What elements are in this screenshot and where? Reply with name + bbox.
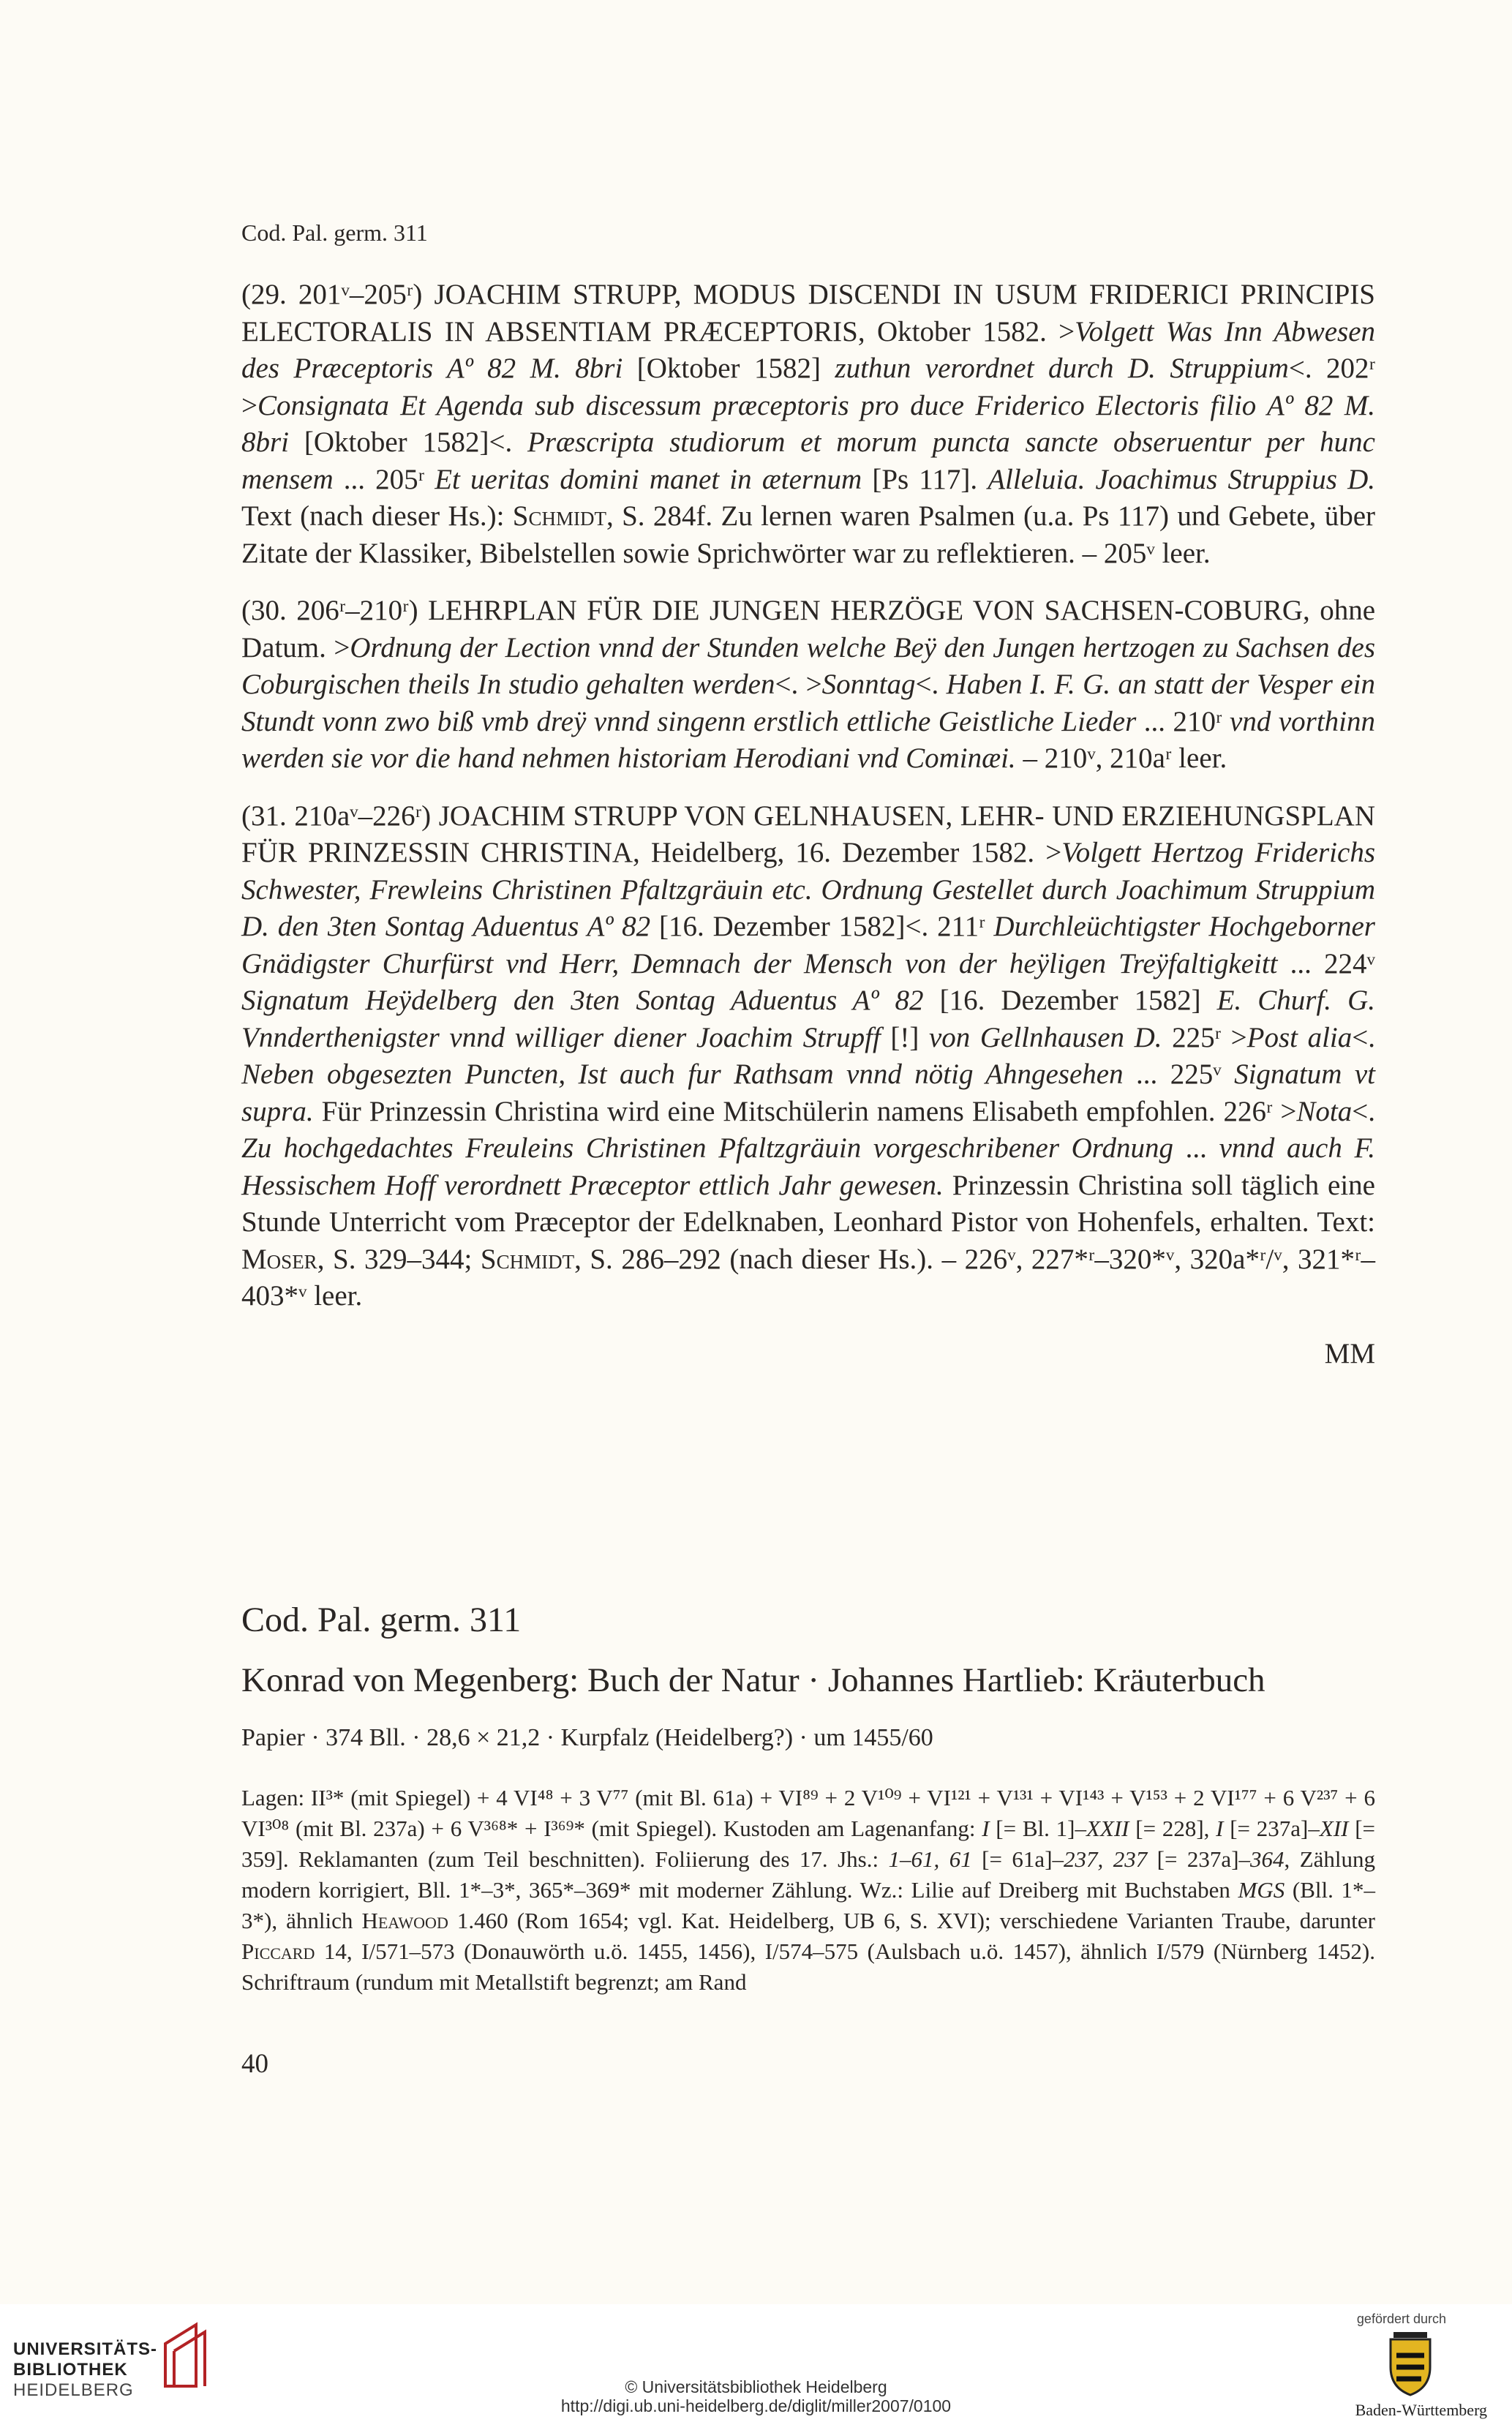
entry-text: ohne Datum. >: [241, 595, 1375, 663]
entry-quote: Præscripta studiorum et morum puncta sancte obseruentur per hunc mensem: [241, 426, 1375, 495]
entry-quote: Neben obgesezten Puncten, Ist auch fur Rathsam vnnd nötig Ahngesehen: [241, 1058, 1124, 1090]
entry-quote: Ordnung der Lection vnnd der Stunden welche Beÿ den Jungen hertzogen zu Sachsen des Coburgischen theils In studio gehalten werden: [241, 631, 1376, 700]
description-italic: 364: [1250, 1846, 1285, 1872]
entry-text: , S. 329–344;: [317, 1243, 481, 1275]
entry-quote: Consignata Et Agenda sub discessum præceptoris pro duce Friderico Electoris filio Aº 82 M. 8bri: [241, 389, 1375, 458]
entry-number: (30. 206ʳ–210ʳ): [241, 595, 429, 626]
entry-quote: von Gellnhausen D.: [928, 1021, 1162, 1053]
entry-heading: JOACHIM STRUPP VON GELNHAUSEN, LEHR- UND ERZIEHUNGSPLAN FÜR PRINZESSIN CHRISTINA,: [241, 800, 1375, 868]
author-reference: Piccard: [241, 1938, 315, 1964]
description-text: Lagen: II³* (mit Spiegel) + 4 VI⁴⁸ + 3 V⁷⁷ (mit Bl. 61a) + VI⁸⁹ + 2 V¹⁰⁹ + VI¹²¹ + V¹³¹ + VI¹⁴³ + V¹⁵³ + 2 VI¹⁷⁷ + 6 V²³⁷ + 6 VI³⁰⁸ (mit Bl. 237a) + 6 V³⁶⁸* + I³⁶⁹* (mit Spiegel). Kustoden am Lagenanfang:: [241, 1785, 1375, 1841]
entry-30: [241, 593, 1375, 778]
entry-text: Heidelberg, 16. Dezember 1582. >: [650, 837, 1062, 868]
entry-text: ... 210ʳ: [1136, 705, 1230, 737]
page-number: 40: [241, 2049, 268, 2079]
entry-number: (29. 201ᵛ–205ʳ): [241, 279, 435, 310]
entry-quote: Haben I. F. G. an statt der Vesper ein Stundt vonn zwo biß vmb dreÿ vnnd singenn erstlich ettliche Geistliche Lieder: [241, 669, 1375, 737]
entry-quote: zuthun verordnet durch D. Struppium: [835, 353, 1289, 384]
description-text: [= Bl. 1]–: [989, 1816, 1086, 1841]
entry-text: , S. 284f. Zu lernen waren Psalmen (u.a. Ps 117) und Gebete, über Zitate der Klassiker, Bibelstellen sowie Sprichwörter war zu reflektieren. – 205ᵛ leer.: [241, 500, 1375, 569]
funder-name: Baden-Württemberg: [1355, 2401, 1487, 2419]
entry-text: ... 225ᵛ: [1123, 1058, 1235, 1090]
description-text: [= 237a]–: [1147, 1846, 1251, 1872]
entry-text: 225ʳ >: [1162, 1021, 1247, 1053]
entry-text: [16. Dezember 1582]: [923, 985, 1217, 1016]
entry-heading: JOACHIM STRUPP, MODUS DISCENDI IN USUM FRIDERICI PRINCIPIS ELECTORALIS IN ABSENTIAM PRÆCEPTORIS,: [241, 279, 1375, 347]
entry-quote: Sonntag: [821, 669, 916, 700]
description-italic: XII: [1319, 1816, 1349, 1841]
description-text: , Zählung modern korrigiert, Bll. 1*–3*, 365*–369* mit moderner Zählung. Wz.: Lilie auf Dreiberg mit Buchstaben: [241, 1846, 1376, 1903]
entry-quote: Post alia: [1246, 1021, 1353, 1053]
entry-text: Prinzessin Christina soll täglich eine Stunde Unterricht vom Præceptor der Edelknaben, Leonhard Pistor von Hohenfels, erhalten. Text:: [241, 1169, 1375, 1238]
codex-header: [241, 1598, 1375, 1752]
description-italic: XXII: [1086, 1816, 1129, 1841]
description-text: [= 359]. Reklamanten (zum Teil beschnitten). Foliierung des 17. Jhs.:: [241, 1816, 1376, 1872]
entry-quote: Signatum Heÿdelberg den 3ten Sontag Aduentus Aº 82: [241, 985, 924, 1016]
permalink[interactable]: http://digi.ub.uni-heidelberg.de/diglit/miller2007/0100: [560, 2396, 952, 2415]
entry-quote: Volgett Hertzog Friderichs Schwester, Frewleins Christinen Pfaltzgräuin etc. Ordnung Gestellet durch Joachimum Struppium D. den 3ten Sontag Aduentus Aº 82: [241, 837, 1375, 942]
library-name-line: UNIVERSITÄTS-: [13, 2339, 158, 2359]
entry-number: (31. 210aᵛ–226ʳ): [241, 800, 439, 832]
author-reference: Heawood: [361, 1908, 448, 1933]
entry-heading: LEHRPLAN FÜR DIE JUNGEN HERZÖGE VON SACHSEN-COBURG,: [428, 595, 1320, 626]
entry-text: [!]: [880, 1021, 929, 1053]
entry-text: <. >: [775, 669, 822, 700]
entry-quote: E. Churf. G. Vnnderthenigster vnnd williger diener Joachim Strupff: [241, 985, 1376, 1053]
entry-text: – 210ᵛ, 210aʳ leer.: [1015, 742, 1227, 774]
entry-quote: Durchleüchtigster Hochgeborner Gnädigster Churfürst vnd Herr, Demnach der Mensch von der heÿligen Treÿfaltigkeitt: [241, 911, 1375, 979]
running-head: Cod. Pal. germ. 311: [241, 219, 428, 246]
author-initials: MM: [1324, 1337, 1375, 1369]
description-italic: 1–61, 61: [888, 1846, 972, 1872]
entry-quote: Zu hochgedachtes Freuleins Christinen Pfaltzgräuin vorgeschribener Ordnung: [241, 1132, 1174, 1164]
copyright-text: © Universitätsbibliothek Heidelberg: [625, 2377, 887, 2396]
entry-text: Oktober 1582. >: [876, 315, 1075, 347]
entry-quote: Nota: [1296, 1095, 1353, 1127]
description-text: [= 228],: [1129, 1816, 1216, 1841]
entry-31: [241, 798, 1375, 1315]
description-italic: I: [1216, 1816, 1224, 1841]
entry-text: ...: [1173, 1132, 1219, 1164]
entry-text: [16. Dezember 1582]<. 211ʳ: [650, 911, 994, 942]
funded-by-label: gefördert durch: [1356, 2312, 1446, 2326]
author-reference: Moser: [241, 1243, 317, 1275]
entry-quote: vnd vorthinn werden sie vor die hand nehmen historiam Herodiani vnd Cominæi.: [241, 705, 1376, 774]
entry-text: ... 224ᵛ: [1277, 947, 1375, 979]
entry-text: , S. 286–292 (nach dieser Hs.). – 226ᵛ, 227*ʳ–320*ᵛ, 320a*ʳ/ᵛ, 321*ʳ–403*ᵛ leer.: [241, 1243, 1375, 1312]
author-reference: Schmidt: [480, 1243, 575, 1275]
description-text: 1.460 (Rom 1654; vgl. Kat. Heidelberg, UB 6, S. XVI); verschiedene Varianten Traube, darunter: [448, 1908, 1375, 1933]
description-italic: I: [982, 1816, 990, 1841]
copyright-notice: [0, 2377, 1512, 2415]
coat-of-arms-icon: [1385, 2331, 1436, 2396]
entry-quote: Alleluia. Joachimus Struppius D.: [988, 463, 1376, 495]
codex-physical-description: Papier · 374 Bll. · 28,6 × 21,2 · Kurpfalz (Heidelberg?) · um 1455/60: [241, 1724, 933, 1751]
entry-quote: Et ueritas domini manet in æternum: [435, 463, 862, 495]
entry-text: <.: [1352, 1021, 1376, 1053]
entry-29: [241, 277, 1375, 572]
description-text: (Bll. 1*–3*), ähnlich: [241, 1877, 1375, 1933]
codex-title: Konrad von Megenberg: Buch der Natur · Johannes Hartlieb: Kräuterbuch: [241, 1661, 1265, 1699]
author-reference: Schmidt: [512, 500, 606, 532]
description-text: 14, I/571–573 (Donauwörth u.ö. 1455, 1456), I/574–575 (Aulsbach u.ö. 1457), ähnlich I/579 (Nürnberg 1452). Schriftraum (rundum mit Metallstift begrenzt; am Rand: [241, 1938, 1375, 1995]
library-name-line: BIBLIOTHEK: [13, 2360, 128, 2380]
entry-quote: vnnd auch F. Hessischem Hoff verordnett Præceptor ettlich Jahr gewesen.: [241, 1132, 1375, 1201]
entry-text: Text (nach dieser Hs.):: [241, 500, 513, 532]
entry-quote: Volgett Was Inn Abwesen des Præceptoris Aº 82 M. 8bri: [241, 315, 1376, 384]
description-italic: 237, 237: [1064, 1846, 1148, 1872]
catalog-body: [241, 277, 1375, 1372]
entry-quote: Signatum vt supra.: [241, 1058, 1375, 1127]
description-text: [= 237a]–: [1223, 1816, 1320, 1841]
entry-text: <. 202ʳ >: [241, 353, 1375, 421]
entry-text: <.: [915, 669, 947, 700]
entry-text: Für Prinzessin Christina wird eine Mitschülerin namens Elisabeth empfohlen. 226ʳ >: [313, 1095, 1297, 1127]
description-text: [= 61a]–: [971, 1846, 1064, 1872]
codex-description: [241, 1783, 1375, 1998]
codex-shelfmark: Cod. Pal. germ. 311: [241, 1601, 522, 1639]
entry-text: [Ps 117].: [862, 463, 988, 495]
entry-text: [Oktober 1582]: [623, 353, 835, 384]
library-name-line: HEIDELBERG: [13, 2380, 134, 2400]
entry-text: <.: [1352, 1095, 1375, 1127]
description-italic: MGS: [1238, 1877, 1285, 1903]
entry-text: ... 205ʳ: [333, 463, 435, 495]
entry-text: [Oktober 1582]<.: [289, 426, 528, 458]
footer: [0, 2304, 1512, 2422]
